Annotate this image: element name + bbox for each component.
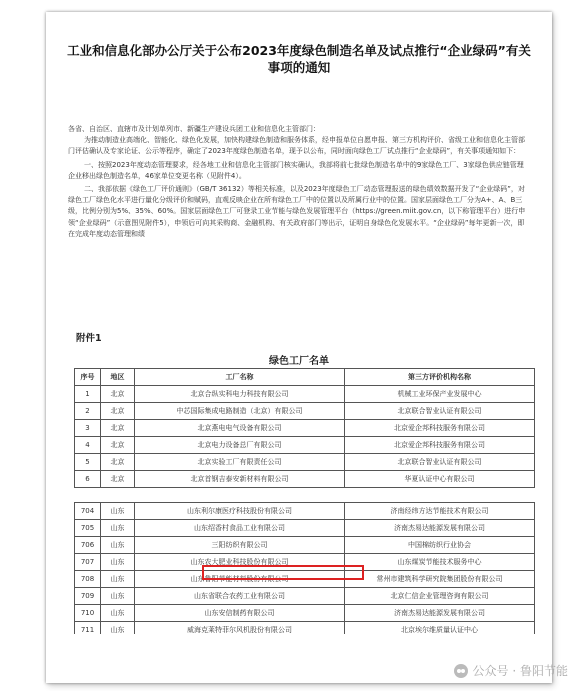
watermark-text: 公众号 · 鲁阳节能 (472, 664, 568, 678)
page-fold-fade (46, 258, 552, 272)
table-row: 705 山东 山东绍香村食品工业有限公司 济南杰易达能源发展有限公司 (75, 520, 535, 537)
highlight-box (202, 565, 364, 580)
attachment-label: 附件1 (76, 333, 102, 344)
table-row: 704 山东 山东利尔康医疗科技股份有限公司 济南经纬方达节能技术有限公司 (75, 503, 535, 520)
table-row: 711 山东 威海克莱特菲尔风机股份有限公司 北京埃尔维质量认证中心 (75, 622, 535, 639)
paragraph-3: 二、我部依据《绿色工厂评价通则》（GB/T 36132）等相关标准，以及2023年度绿色工厂动态管理报送的绿色绩效数据开发了“企业绿码”，对绿色工厂绿色化水平进行量化分级评价和赋码，直观反映企业在所有绿色工厂中的位置以及所属行业中的位置。国家层面绿色工厂分为A+、A、B三级，比例分别为5%、35%、60%。国家层面绿色工厂可登录工业节能与绿色发展管理平台（https://green.miit.gov.cn，以下称管理平台）进行申领“企业绿码”（示意图见附件5），申领后可向其采购商、金融机构、有关政府部门等出示，证明自身绿色化发展水平。“企业绿码”每年更新一次，即在完成年度动态管理和绩 (68, 185, 526, 238)
table-row: 6 北京 北京首钢吉泰安新材料有限公司 华夏认证中心有限公司 (75, 471, 535, 488)
wechat-icon (454, 664, 468, 678)
table-row: 1 北京 北京合纵实科电力科技有限公司 机械工业环保产业发展中心 (75, 386, 535, 403)
header-index: 序号 (75, 369, 101, 386)
table-row: 2 北京 中芯国际集成电路制造（北京）有限公司 北京联合智业认证有限公司 (75, 403, 535, 420)
header-evaluator: 第三方评价机构名称 (345, 369, 535, 386)
table-row: 4 北京 北京电力设备总厂有限公司 北京爱企邦科技服务有限公司 (75, 437, 535, 454)
document-title: 工业和信息化部办公厅关于公布2023年度绿色制造名单及试点推行“企业绿码”有关 事项的通知 (67, 43, 531, 75)
table-title: 绿色工厂名单 (269, 356, 329, 367)
table-row: 3 北京 北京燕电电气设备有限公司 北京爱企邦科技服务有限公司 (75, 420, 535, 437)
header-factory: 工厂名称 (135, 369, 345, 386)
paragraph-1: 为推动制造业高端化、智能化、绿色化发展，加快构建绿色制造和服务体系，经申报单位自愿申报、第三方机构评价、省级工业和信息化主管部门评估确认及专家论证、公示等程序，确定了2023年度绿色制造名单，现予以公布，同时面向绿色工厂试点推行“企业绿码”，有关事项通知如下： (68, 136, 525, 156)
header-region: 地区 (101, 369, 135, 386)
paragraph-2: 一、按照2023年度动态管理要求，经各地工业和信息化主管部门核实确认，我部将前七批绿色制造名单中的9家绿色工厂、3家绿色供应链管理企业移出绿色制造名单，46家单位变更名称（见附件4）。 (68, 160, 524, 180)
table-row: 710 山东 山东安信制药有限公司 济南杰易达能源发展有限公司 (75, 605, 535, 622)
table-row: 706 山东 三阳纺织有限公司 中国棉纺织行业协会 (75, 537, 535, 554)
addressee: 各省、自治区、直辖市及计划单列市、新疆生产建设兵团工业和信息化主管部门： (68, 125, 320, 133)
table-row: 707 山东 山东农大肥业科技股份有限公司 山东煤炭节能技术服务中心 (75, 554, 535, 571)
table-header-row (75, 369, 535, 386)
green-factory-table-top (74, 368, 535, 488)
document-body (68, 124, 530, 240)
table-row-highlighted: 708 山东 山东鲁阳节能材料股份有限公司 常州市建筑科学研究院集团股份有限公司 (75, 571, 535, 588)
table-row: 5 北京 北京实验工厂有限责任公司 北京联合智业认证有限公司 (75, 454, 535, 471)
table-row: 709 山东 山东省联合农药工业有限公司 北京仁信企业管理咨询有限公司 (75, 588, 535, 605)
watermark (454, 662, 568, 679)
document-page (46, 12, 552, 683)
